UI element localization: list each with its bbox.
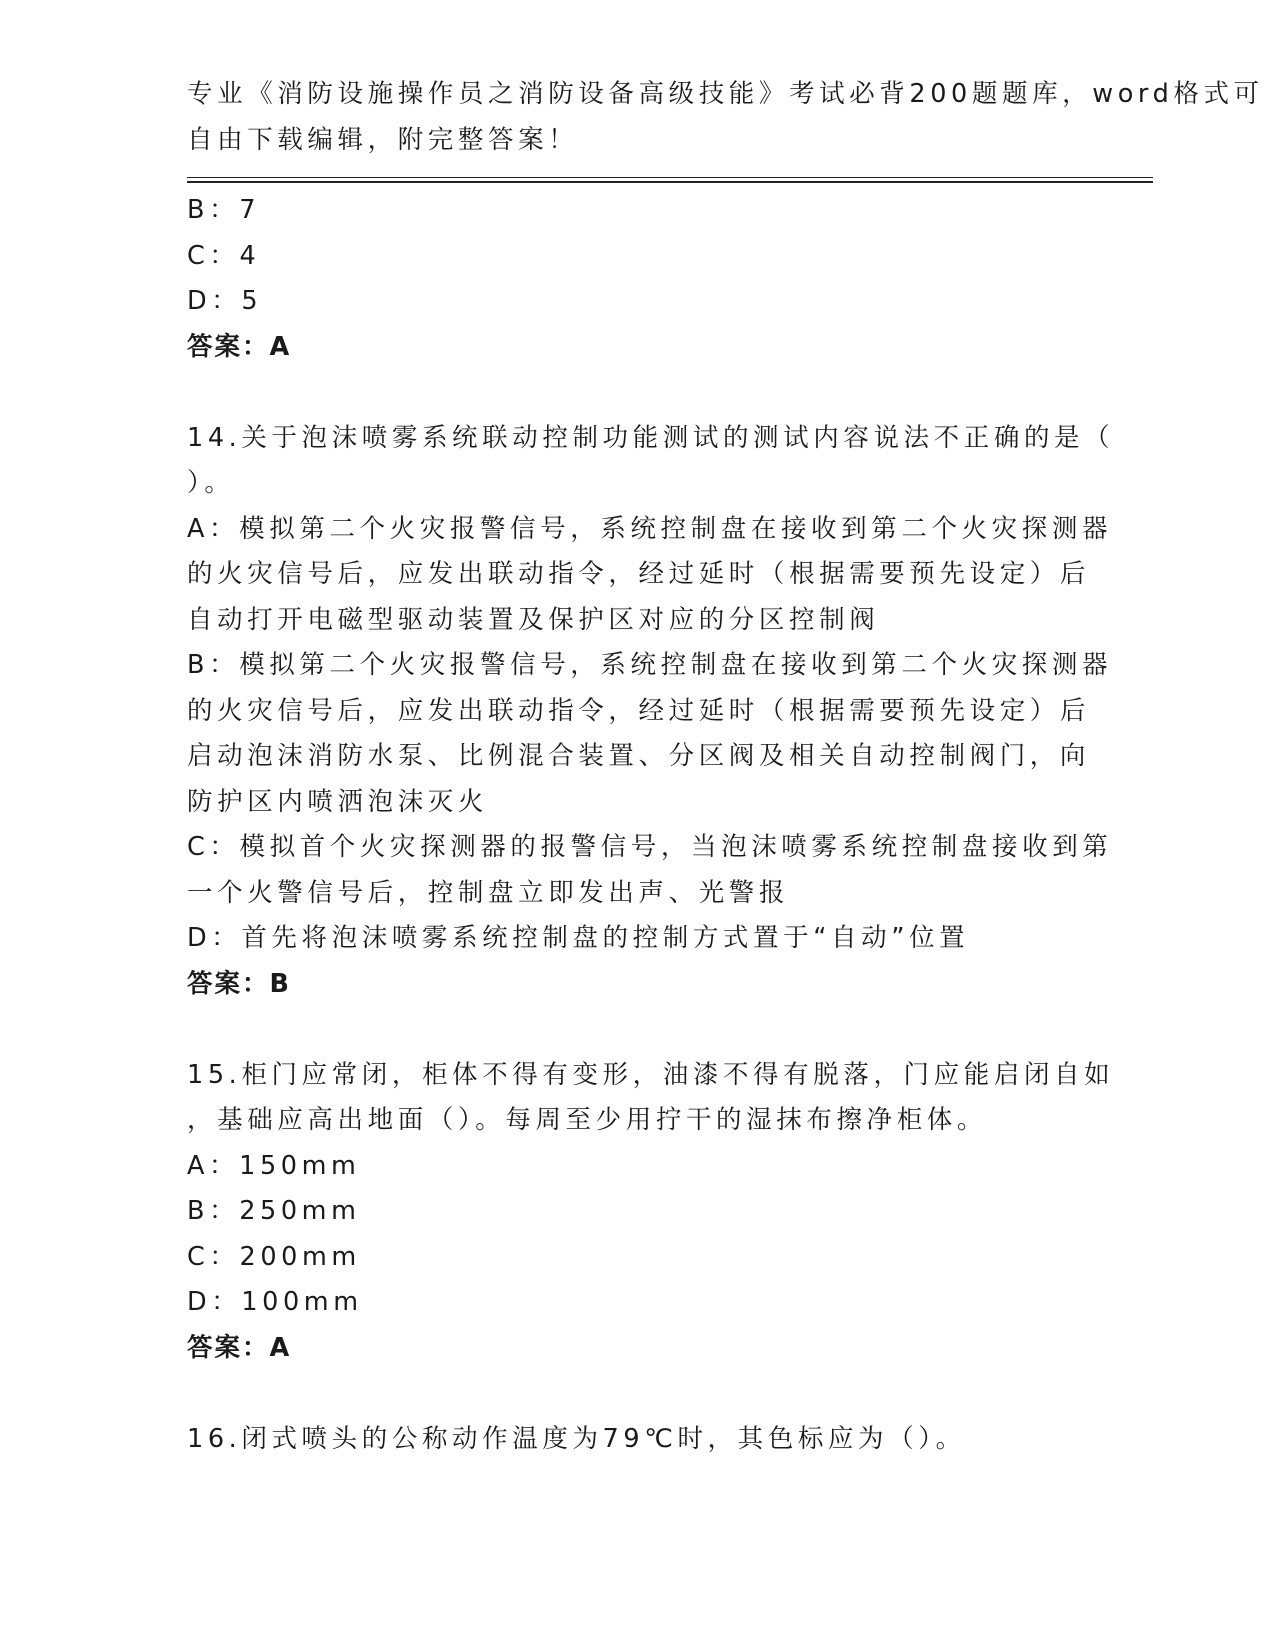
document-header [187,72,1264,163]
question-15 [187,1053,1115,1372]
option-line: B：7 [187,195,261,225]
option-line: 自动打开电磁型驱动装置及保护区对应的分区控制阀 [187,604,880,635]
option-line: 的火灾信号后，应发出联动指令，经过延时（根据需要预先设定）后 [187,695,1091,726]
header-divider-thick [187,181,1153,183]
question-14 [187,416,1115,1008]
option-line: C：4 [187,240,261,271]
answer-line: 答案：B [187,968,291,999]
previous-question-tail [187,188,1087,370]
question-stem-line: 16.闭式喷头的公称动作温度为79℃时，其色标应为（）。 [187,1423,966,1454]
header-line-1: 专业《消防设施操作员之消防设备高级技能》考试必背200题题库，word格式可 [187,79,1264,109]
answer-line: 答案：A [187,331,292,362]
option-line: 启动泡沫消防水泵、比例混合装置、分区阀及相关自动控制阀门，向 [187,741,1091,771]
option-line: B：250mm [187,1196,361,1226]
option-line: C：200mm [187,1241,361,1272]
answer-line: 答案：A [187,1332,292,1363]
option-line: D：首先将泡沫喷雾系统控制盘的控制方式置于“自动”位置 [187,923,970,953]
option-line: 防护区内喷洒泡沫灭火 [187,786,489,817]
question-list [187,188,1115,1462]
option-line: D：100mm [187,1287,363,1317]
spacer [187,1007,1087,1053]
option-line: 的火灾信号后，应发出联动指令，经过延时（根据需要预先设定）后 [187,559,1091,589]
question-stem-line: ）。 [187,468,235,498]
question-stem-line: ，基础应高出地面（）。每周至少用拧干的湿抹布擦净柜体。 [187,1105,987,1135]
header-line-2: 自由下载编辑，附完整答案！ [187,124,579,155]
question-stem-line: 15.柜门应常闭，柜体不得有变形，油漆不得有脱落，门应能启闭自如 [187,1059,1115,1090]
option-line: 一个火警信号后，控制盘立即发出声、光警报 [187,877,790,908]
question-16 [187,1417,1087,1463]
question-stem-line: 14.关于泡沫喷雾系统联动控制功能测试的测试内容说法不正确的是（ [187,422,1115,453]
option-line: A：模拟第二个火灾报警信号，系统控制盘在接收到第二个火灾探测器 [187,513,1113,544]
spacer [187,370,1087,416]
spacer [187,1371,1087,1417]
option-line: B：模拟第二个火灾报警信号，系统控制盘在接收到第二个火灾探测器 [187,650,1113,680]
option-line: D：5 [187,286,263,316]
header-divider-thin [187,177,1153,178]
option-line: C：模拟首个火灾探测器的报警信号，当泡沫喷雾系统控制盘接收到第 [187,832,1113,862]
option-line: A：150mm [187,1150,361,1181]
